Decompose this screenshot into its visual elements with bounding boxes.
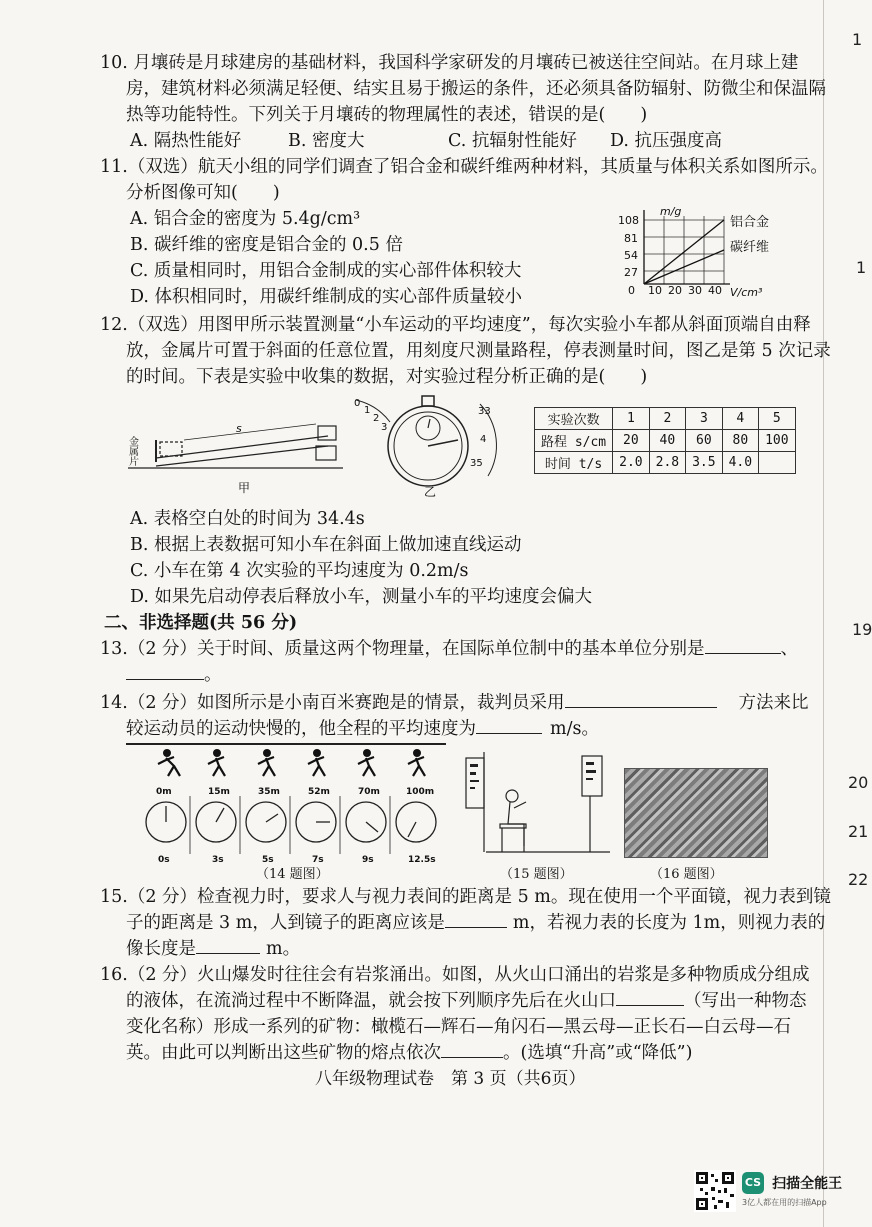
graph-origin: 0 <box>628 284 635 297</box>
q12-data-table <box>534 407 796 474</box>
table-cell: 3.5 <box>686 452 722 474</box>
graph-x-tick: 30 <box>688 284 702 297</box>
distance-label: 100m <box>406 787 435 797</box>
table-header-cell: 4 <box>722 408 758 430</box>
runner-head <box>163 749 171 757</box>
q11-stem-line-1: 11.（双选）航天小组的同学们调查了铝合金和碳纤维两种材料，其质量与体积关系如图所示。 <box>100 157 828 177</box>
stopwatch-mark: 2 <box>373 413 380 424</box>
page-footer: 八年级物理试卷 第 3 页（共6页） <box>315 1069 586 1089</box>
answer-blank[interactable] <box>196 953 260 954</box>
chart-symbol <box>586 762 594 765</box>
q13-comma: 、 <box>780 639 799 659</box>
scanner-brand <box>742 1172 842 1208</box>
q11-stem-line-2: 分析图像可知( ) <box>126 183 280 203</box>
table-header-cell: 2 <box>649 408 685 430</box>
q15-text: 像长度是 <box>126 939 196 959</box>
scanner-app-name: 扫描全能王 <box>772 1176 843 1192</box>
answer-blank[interactable] <box>705 653 781 654</box>
time-label: 7s <box>312 855 324 865</box>
runner-figure <box>158 757 180 776</box>
graph-y-tick: 54 <box>624 249 638 262</box>
chart-symbol <box>470 764 478 767</box>
scanner-tagline: 3亿人都在用的扫描App <box>742 1198 827 1207</box>
q11-option-b: B. 碳纤维的密度是铝合金的 0.5 倍 <box>130 235 403 255</box>
stopwatch-mark: 0 <box>354 398 361 409</box>
graph-y-tick: 108 <box>618 214 639 227</box>
table-cell: 60 <box>686 430 722 452</box>
q15-figure-eye-test <box>460 752 620 858</box>
answer-blank[interactable] <box>441 1057 503 1058</box>
table-cell-blank <box>759 452 795 474</box>
table-cell: 20 <box>613 430 649 452</box>
q11-option-a: A. 铝合金的密度为 5.4g/cm³ <box>130 209 361 229</box>
distance-label: 35m <box>258 787 280 797</box>
runner-figure <box>258 757 275 776</box>
margin-number: 22 <box>848 870 869 889</box>
stopwatch-mark: 35 <box>470 458 483 469</box>
table-row <box>535 408 796 430</box>
q15-stem-line-2 <box>126 910 825 936</box>
table-cell: 40 <box>649 430 685 452</box>
q14-text: 较运动员的运动快慢的，他全程的平均速度为 <box>126 719 476 739</box>
q12-option-a: A. 表格空白处的时间为 34.4s <box>130 509 365 529</box>
q14-text: 14.（2 分）如图所示是小南百米赛跑是的情景，裁判员采用 <box>100 693 565 713</box>
clock-hand <box>266 814 278 822</box>
runner-head <box>363 749 371 757</box>
qr-code-icon <box>694 1170 736 1212</box>
q10-stem-line-1: 10. 月壤砖是月球建房的基础材料，我国科学家研发的月壤砖已被送往空间站。在月球上建 <box>100 53 799 73</box>
stopwatch-crown <box>422 396 434 406</box>
q12-figure-stopwatch <box>348 392 508 500</box>
graph-series-b-label: 碳纤维 <box>730 240 770 255</box>
runner-head <box>263 749 271 757</box>
q15-text: m。 <box>266 939 301 959</box>
q11-mass-volume-graph <box>618 204 792 300</box>
graph-x-tick: 10 <box>648 284 662 297</box>
graph-x-tick: 40 <box>708 284 722 297</box>
q10-stem-line-2: 房，建筑材料必须满足轻便、结实且易于搬运的条件，还必须具备防辐射、防微尘和保温隔 <box>126 79 826 99</box>
q13-text: 13.（2 分）关于时间、质量这两个物理量，在国际单位制中的基本单位分别是 <box>100 639 705 659</box>
table-cell: 4.0 <box>722 452 758 474</box>
clock-hand <box>366 822 378 832</box>
q16-text: 。(选填“升高”或“降低”) <box>503 1043 693 1063</box>
stopwatch-mark: 4 <box>480 434 487 445</box>
q14-figure-race <box>126 742 446 866</box>
margin-number: 21 <box>848 822 869 841</box>
runner-head <box>213 749 221 757</box>
table-cell: 时间 t/s <box>535 452 613 474</box>
clock-hand <box>408 822 416 837</box>
camscanner-logo-badge: CS <box>742 1172 764 1194</box>
graph-y-axis-label: m/g <box>660 205 682 218</box>
chart-symbol <box>470 780 479 782</box>
q16-figure-caption: （16 题图） <box>650 867 723 882</box>
table-cell: 路程 s/cm <box>535 430 613 452</box>
incline-support-block <box>316 446 336 460</box>
q10-option-d: D. 抗压强度高 <box>610 131 723 151</box>
margin-number: 1 <box>856 258 867 277</box>
time-label: 12.5s <box>408 855 436 865</box>
q14-stem-line-2 <box>126 716 599 742</box>
table-cell: 80 <box>722 430 758 452</box>
q10-option-a: A. 隔热性能好 <box>130 131 242 151</box>
q16-stem-line-3: 变化名称）形成一系列的矿物：橄榄石—辉石—角闪石—黑云母—正长石—白云母—石 <box>126 1017 791 1037</box>
q12-option-b: B. 根据上表数据可知小车在斜面上做加速直线运动 <box>130 535 522 555</box>
stopwatch-mark: 3 <box>381 422 388 433</box>
q15-stem-line-1: 15.（2 分）检查视力时，要求人与视力表间的距离是 5 m。现在使用一个平面镜，视力表到镜 <box>100 887 831 907</box>
q15-text: m，若视力表的长度为 1m，则视力表的 <box>512 913 826 933</box>
q11-option-c: C. 质量相同时，用铝合金制成的实心部件体积较大 <box>130 261 522 281</box>
runner-figure <box>358 757 375 776</box>
stopwatch-mark: 33 <box>478 406 491 417</box>
section-heading: 二、非选择题(共 56 分) <box>104 613 298 633</box>
distance-label: 15m <box>208 787 230 797</box>
table-cell: 2.8 <box>649 452 685 474</box>
figure-jia-caption: 甲 <box>238 481 251 495</box>
q10-option-b: B. 密度大 <box>288 131 365 151</box>
margin-number: 19 <box>852 620 872 639</box>
answer-blank[interactable] <box>565 707 717 708</box>
q14-stem-line-1 <box>100 690 809 716</box>
stopwatch-mark: 1 <box>364 405 371 416</box>
q13-stem-line-1 <box>100 636 798 662</box>
table-header-cell: 3 <box>686 408 722 430</box>
graph-y-tick: 27 <box>624 266 638 279</box>
table-cell: 100 <box>759 430 795 452</box>
table-row <box>535 452 796 474</box>
q16-stem-line-2 <box>126 988 807 1014</box>
q11-option-d: D. 体积相同时，用碳纤维制成的实心部件质量较小 <box>130 287 523 307</box>
q12-stem-line-3: 的时间。下表是实验中收集的数据，对实验过程分析正确的是( ) <box>126 367 648 387</box>
runner-figure <box>408 757 425 776</box>
margin-number: 20 <box>848 773 869 792</box>
distance-label: s <box>236 422 242 435</box>
distance-label: 0m <box>156 787 172 797</box>
chart-symbol <box>470 772 476 775</box>
answer-blank[interactable] <box>616 1005 684 1006</box>
person-arm <box>514 802 526 808</box>
q16-text: 英。由此可以判断出这些矿物的熔点依次 <box>126 1043 441 1063</box>
time-label: 5s <box>262 855 274 865</box>
q16-stem-line-4 <box>126 1040 692 1066</box>
q12-stem-line-1: 12.（双选）用图甲所示装置测量“小车运动的平均速度”，每次实验小车都从斜面顶端自由释 <box>100 315 811 335</box>
figure-yi-caption: 乙 <box>424 485 437 499</box>
person-head <box>506 790 518 802</box>
q14-figure-caption: （14 题图） <box>256 867 329 882</box>
page-fold-line <box>823 0 824 1227</box>
chair-seat <box>500 824 526 828</box>
chart-symbol <box>586 778 593 780</box>
graph-x-axis-label: V/cm³ <box>730 286 763 299</box>
runner-head <box>413 749 421 757</box>
q12-figure-incline <box>126 396 361 500</box>
answer-blank[interactable] <box>126 679 204 680</box>
q15-figure-caption: （15 题图） <box>500 867 573 882</box>
table-header-cell: 1 <box>613 408 649 430</box>
graph-y-tick: 81 <box>624 232 638 245</box>
q16-text: 的液体，在流淌过程中不断降温，就会按下列顺序先后在火山口 <box>126 991 616 1011</box>
distance-label: 52m <box>308 787 330 797</box>
q12-option-d: D. 如果先启动停表后释放小车，测量小车的平均速度会偏大 <box>130 587 593 607</box>
q15-stem-line-3 <box>126 936 300 962</box>
q16-text: （写出一种物态 <box>684 991 807 1011</box>
distance-label: 70m <box>358 787 380 797</box>
answer-blank[interactable] <box>445 927 507 928</box>
runner-figure <box>308 757 325 776</box>
stopwatch-second-hand <box>428 440 458 446</box>
table-header-cell: 5 <box>759 408 795 430</box>
q16-stem-line-1: 16.（2 分）火山爆发时往往会有岩浆涌出。如图，从火山口涌出的岩浆是多种物质成分组成 <box>100 965 810 985</box>
graph-series-a-label: 铝合金 <box>730 215 770 230</box>
q12-stem-line-2: 放，金属片可置于斜面的任意位置，用刻度尺测量路程，停表测量时间，图乙是第 5 次记录 <box>126 341 831 361</box>
margin-number: 1 <box>852 30 863 49</box>
toy-cart <box>318 426 336 440</box>
runner-figure <box>208 757 225 776</box>
q14-text: 方法来比 <box>738 693 809 713</box>
cart-dashed-outline <box>160 442 182 456</box>
table-row <box>535 430 796 452</box>
time-label: 9s <box>362 855 374 865</box>
answer-blank[interactable] <box>476 733 542 734</box>
graph-x-tick: 20 <box>668 284 682 297</box>
q15-text: 子的距离是 3 m，人到镜子的距离应该是 <box>126 913 445 933</box>
time-label: 3s <box>212 855 224 865</box>
table-cell: 2.0 <box>613 452 649 474</box>
q10-option-c: C. 抗辐射性能好 <box>448 131 577 151</box>
runner-head <box>313 749 321 757</box>
metal-plate-label: 金属片 <box>126 436 138 466</box>
q10-stem-line-3: 热等功能特性。下列关于月壤砖的物理属性的表述，错误的是( ) <box>126 105 648 125</box>
table-header-cell: 实验次数 <box>535 408 613 430</box>
stopwatch-minute-hand <box>428 419 430 428</box>
chart-symbol <box>470 787 475 789</box>
q12-option-c: C. 小车在第 4 次实验的平均速度为 0.2m/s <box>130 561 469 581</box>
q14-text: m/s。 <box>550 719 599 739</box>
q16-figure-lava-photo <box>624 768 768 858</box>
distance-marker <box>184 424 316 440</box>
clock-hand <box>216 808 224 822</box>
q13-end: 。 <box>204 665 222 685</box>
chart-symbol <box>586 770 596 773</box>
q13-stem-line-2 <box>126 662 222 688</box>
time-label: 0s <box>158 855 170 865</box>
